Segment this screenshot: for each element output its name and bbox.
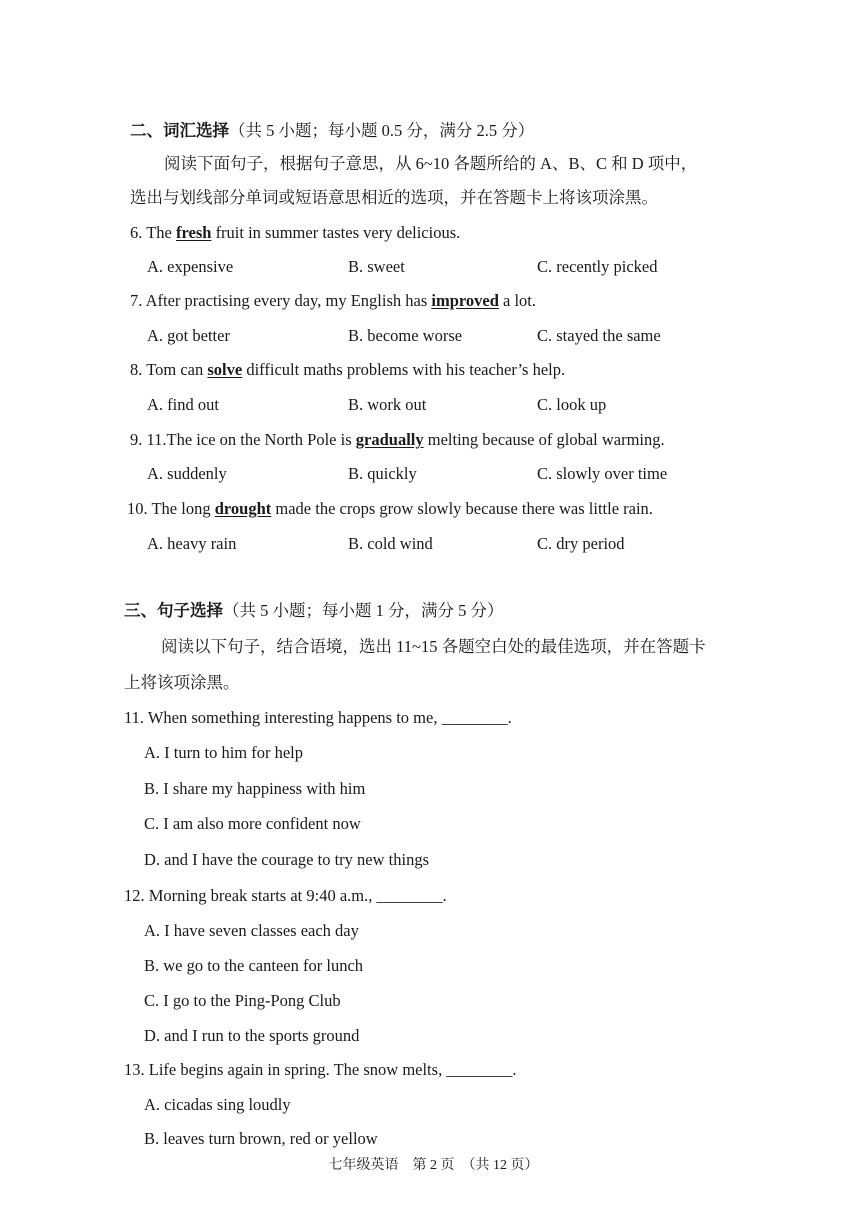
question-6-option-a: A. expensive (147, 257, 234, 276)
question-8-stem: 8. Tom can solve difficult maths problems with his teacher’s help. (130, 360, 566, 379)
question-9-stem: 9. 11.The ice on the North Pole is gradually melting because of global warming. (130, 430, 665, 449)
section2-instruction-line1: 阅读下面句子，根据句子意思，从 6~10 各题所给的 A、B、C 和 D 项中， (164, 154, 698, 173)
section3-heading: 三、句子选择（共 5 小题；每小题 1 分，满分 5 分） (124, 601, 504, 620)
question-7-option-c: C. stayed the same (537, 326, 661, 345)
question-10-option-a: A. heavy rain (147, 534, 237, 553)
section2-heading: 二、词汇选择（共 5 小题；每小题 0.5 分，满分 2.5 分） (130, 121, 535, 140)
question-12-option-a: A. I have seven classes each day (144, 921, 359, 940)
question-8-option-c: C. look up (537, 395, 607, 414)
question-13-option-a: A. cicadas sing loudly (144, 1095, 291, 1114)
question-8-option-a: A. find out (147, 395, 219, 414)
section3-instruction-line1: 阅读以下句子，结合语境，选出 11~15 各题空白处的最佳选项，并在答题卡 (161, 637, 706, 656)
section3-instruction-line2: 上将该项涂黑。 (124, 673, 240, 692)
question-7-stem: 7. After practising every day, my English has improved a lot. (130, 291, 537, 310)
question-6-option-b: B. sweet (348, 257, 405, 276)
underlined-word: solve (207, 360, 243, 379)
question-12-option-b: B. we go to the canteen for lunch (144, 956, 364, 975)
question-9-option-a: A. suddenly (147, 464, 227, 483)
question-13-stem: 13. Life begins again in spring. The snow melts, ________. (124, 1060, 517, 1079)
question-12-stem: 12. Morning break starts at 9:40 a.m., ________. (124, 886, 447, 905)
question-7-option-b: B. become worse (348, 326, 463, 345)
underlined-word: improved (431, 291, 499, 310)
question-9-option-b: B. quickly (348, 464, 417, 483)
question-6-option-c: C. recently picked (537, 257, 658, 276)
question-10-option-b: B. cold wind (348, 534, 433, 553)
question-8-option-b: B. work out (348, 395, 427, 414)
underlined-word: fresh (175, 223, 212, 242)
underlined-word: drought (214, 499, 272, 518)
page-footer: 七年级英语 第 2 页 （共 12 页） (328, 1158, 539, 1173)
question-11-option-c: C. I am also more confident now (144, 814, 361, 833)
question-6-stem: 6. The fresh fruit in summer tastes very delicious. (130, 223, 461, 242)
question-10-stem: 10. The long drought made the crops grow slowly because there was little rain. (127, 499, 653, 518)
underlined-word: gradually (355, 430, 424, 449)
question-13-option-b: B. leaves turn brown, red or yellow (144, 1129, 378, 1148)
question-11-stem: 11. When something interesting happens to me, ________. (124, 708, 512, 727)
question-9-option-c: C. slowly over time (537, 464, 668, 483)
question-12-option-d: D. and I run to the sports ground (144, 1026, 360, 1045)
question-11-option-d: D. and I have the courage to try new things (144, 850, 429, 869)
question-11-option-b: B. I share my happiness with him (144, 779, 366, 798)
question-12-option-c: C. I go to the Ping-Pong Club (144, 991, 341, 1010)
question-10-option-c: C. dry period (537, 534, 625, 553)
question-11-option-a: A. I turn to him for help (144, 743, 304, 762)
question-7-option-a: A. got better (147, 326, 230, 345)
section2-instruction-line2: 选出与划线部分单词或短语意思相近的选项，并在答题卡上将该项涂黑。 (130, 188, 658, 207)
